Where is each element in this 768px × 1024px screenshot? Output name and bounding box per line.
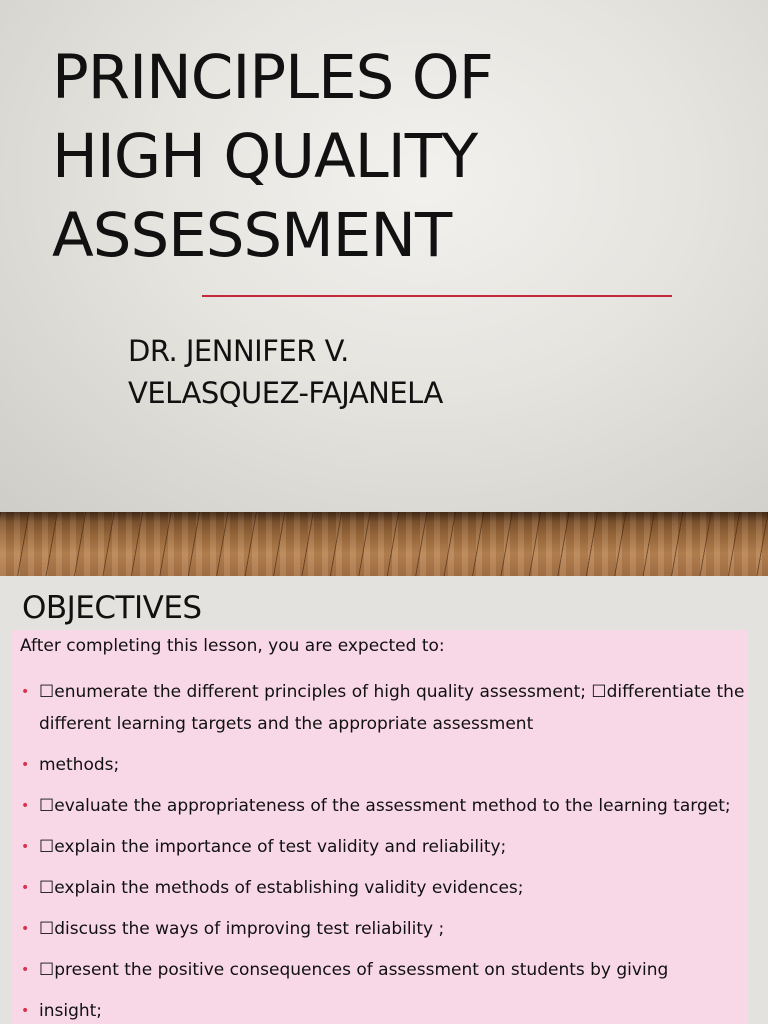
objective-item [12, 749, 748, 781]
objective-item [12, 995, 748, 1024]
objectives-heading: OBJECTIVES [22, 590, 202, 626]
title-divider [202, 295, 672, 297]
objective-item [12, 954, 748, 986]
bullet-icon: • [21, 1003, 30, 1019]
title-line: HIGH QUALITY [52, 121, 478, 192]
objectives-box [12, 630, 748, 1024]
objectives-list [12, 676, 748, 1024]
slide-title [52, 38, 732, 275]
objective-text: ☐discuss the ways of improving test reliability ; [39, 919, 445, 939]
objective-item [12, 676, 748, 740]
author-line: DR. JENNIFER V. [128, 334, 349, 368]
wooden-floor-image [0, 512, 768, 576]
objective-text: ☐explain the methods of establishing validity evidences; [39, 878, 524, 898]
objective-text: ☐evaluate the appropriateness of the assessment method to the learning target; [39, 796, 731, 816]
bullet-icon: • [21, 798, 30, 814]
objectives-slide [0, 576, 768, 1024]
objective-item [12, 831, 748, 863]
objective-text: insight; [39, 1001, 103, 1021]
bullet-icon: • [21, 839, 30, 855]
title-line: ASSESSMENT [52, 200, 452, 271]
bullet-icon: • [21, 962, 30, 978]
objective-item [12, 790, 748, 822]
bullet-icon: • [21, 921, 30, 937]
bullet-icon: • [21, 757, 30, 773]
bullet-icon: • [21, 880, 30, 896]
objective-text: methods; [39, 755, 120, 775]
floor-shadow [0, 512, 768, 522]
objective-text: ☐present the positive consequences of assessment on students by giving [39, 960, 669, 980]
objective-text: ☐explain the importance of test validity and reliability; [39, 837, 507, 857]
objectives-intro: After completing this lesson, you are expected to: [20, 636, 445, 656]
objective-text: ☐enumerate the different principles of high quality assessment; ☐differentiate the different learning targets and the appropriate assessment [39, 682, 745, 734]
author-name [128, 330, 728, 414]
bullet-icon: • [21, 684, 30, 700]
objective-item [12, 872, 748, 904]
objective-item [12, 913, 748, 945]
author-line: VELASQUEZ-FAJANELA [128, 376, 443, 410]
title-line: PRINCIPLES OF [52, 42, 493, 113]
